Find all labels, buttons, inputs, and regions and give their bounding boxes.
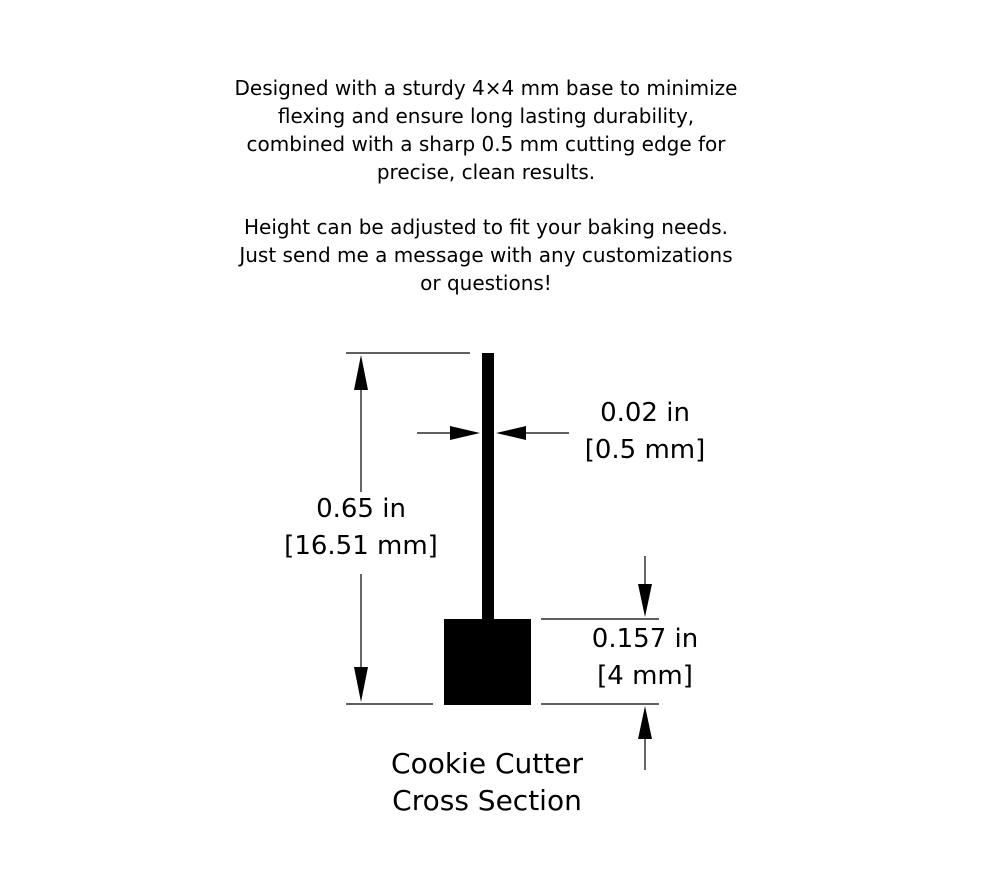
- arrow-left-icon: [496, 426, 526, 440]
- blade-thickness-label: [565, 395, 725, 469]
- arrow-up-icon: [354, 355, 368, 390]
- arrow-right-icon: [450, 426, 480, 440]
- description-line: Designed with a sturdy 4×4 mm base to minimize: [234, 76, 738, 100]
- blade-thickness-imperial: 0.02 in: [600, 398, 690, 428]
- cutting-blade: [482, 353, 494, 620]
- arrow-down-icon: [638, 584, 652, 617]
- description-line: Just send me a message with any customizations: [239, 243, 733, 267]
- blade-thickness-metric: [0.5 mm]: [584, 435, 706, 465]
- description-line: or questions!: [420, 271, 552, 295]
- cutter-base: [444, 619, 531, 705]
- arrow-up-icon: [638, 706, 652, 739]
- drawing-caption: [342, 745, 632, 819]
- description-line: precise, clean results.: [376, 160, 596, 184]
- height-imperial: 0.65 in: [316, 494, 406, 524]
- description-line: flexing and ensure long lasting durability,: [277, 104, 695, 128]
- base-height-imperial: 0.157 in: [591, 624, 699, 654]
- cutter-profile: [444, 353, 531, 705]
- description-line: Height can be adjusted to fit your baking needs.: [243, 215, 729, 239]
- description-line: combined with a sharp 0.5 mm cutting edge for: [246, 132, 726, 156]
- caption-line: Cross Section: [392, 784, 582, 817]
- base-height-metric: [4 mm]: [597, 661, 693, 691]
- arrow-down-icon: [354, 667, 368, 702]
- height-label: [271, 491, 451, 565]
- base-height-label: [570, 621, 720, 695]
- height-metric: [16.51 mm]: [284, 531, 438, 561]
- caption-line: Cookie Cutter: [391, 747, 583, 780]
